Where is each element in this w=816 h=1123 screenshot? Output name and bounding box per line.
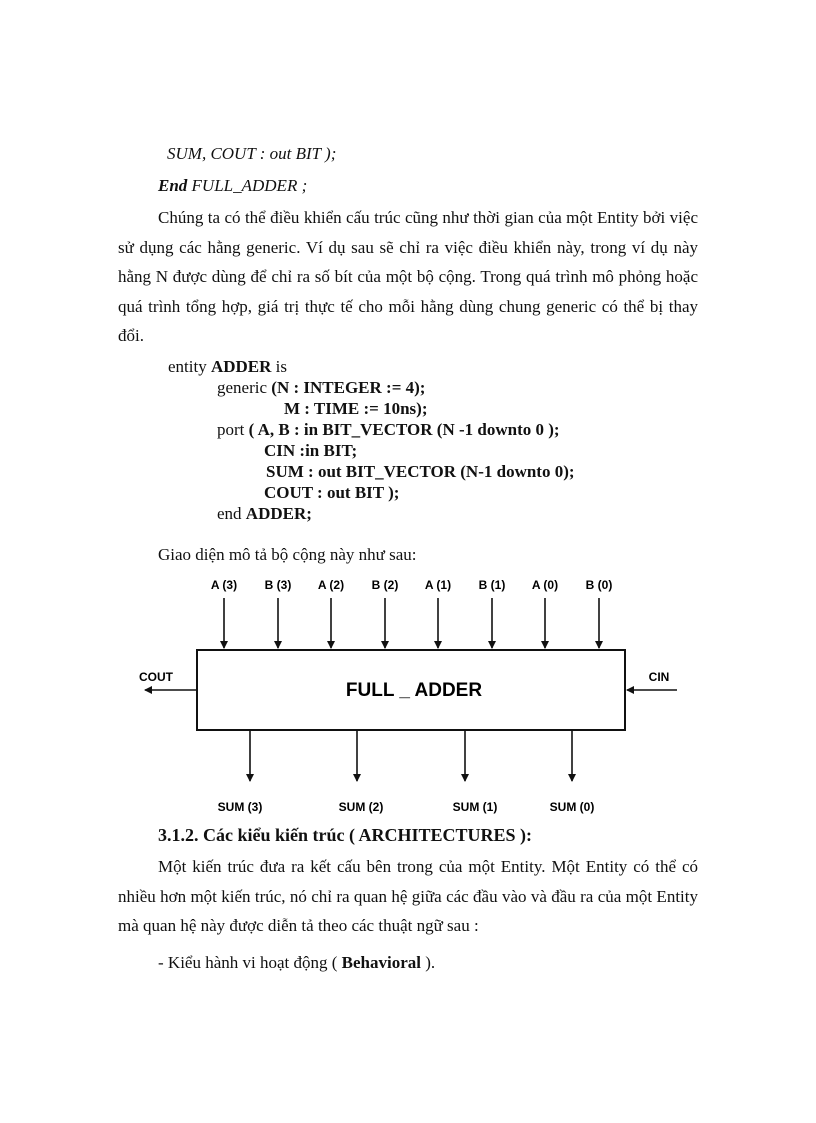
svg-text:CIN: CIN bbox=[648, 670, 670, 684]
svg-text:SUM (1): SUM (1) bbox=[452, 800, 498, 814]
input-a1 bbox=[425, 578, 451, 648]
section-heading: 3.1.2. Các kiểu kiến trúc ( ARCHITECTURES ): bbox=[158, 825, 533, 845]
full-adder-diagram bbox=[0, 570, 816, 825]
list-item-behavioral: - Kiểu hành vi hoạt động ( Behavioral ). bbox=[158, 953, 436, 972]
input-b1 bbox=[479, 578, 506, 648]
output-sum1 bbox=[453, 730, 498, 814]
code-sum-cout-line: SUM, COUT : out BIT ); bbox=[167, 144, 337, 163]
input-a2 bbox=[318, 578, 344, 648]
output-sum2 bbox=[339, 730, 384, 814]
code-end-line bbox=[158, 176, 307, 196]
svg-text:A (3): A (3) bbox=[210, 578, 238, 592]
paragraph-generic: Chúng ta có thể điều khiển cấu trúc cũng như thời gian của một Entity bởi việc sử dụng các hằng generic. Ví dụ sau sẽ chỉ ra việc điều khiển này, trong ví dụ này hằng N được dùng để chỉ ra số bít của một bộ cộng. Trong quá trình mô phỏng hoặc quá trình tổng hợp, giá trị thực tế cho mỗi hằng dùng chung generic có thể bị thay đổi. bbox=[118, 208, 698, 345]
input-cin bbox=[627, 670, 677, 690]
svg-text:B (0): B (0) bbox=[585, 578, 613, 592]
svg-text:A (2): A (2) bbox=[317, 578, 345, 592]
input-b0 bbox=[586, 578, 613, 648]
input-b2 bbox=[372, 578, 399, 648]
input-a0 bbox=[532, 578, 558, 648]
end-rest: FULL_ADDER ; bbox=[187, 176, 308, 195]
svg-text:B (1): B (1) bbox=[478, 578, 506, 592]
output-sum3 bbox=[218, 730, 263, 814]
svg-text:B (3): B (3) bbox=[264, 578, 292, 592]
output-sum0 bbox=[550, 730, 595, 814]
code-port-line: port ( A, B : in BIT_VECTOR (N -1 downto 0 ); bbox=[217, 420, 560, 439]
diagram-intro: Giao diện mô tả bộ cộng này như sau: bbox=[158, 545, 417, 564]
block-label: FULL _ ADDER bbox=[345, 680, 483, 701]
code-m-line: M : TIME := 10ns); bbox=[284, 399, 428, 418]
svg-text:SUM (0): SUM (0) bbox=[549, 800, 595, 814]
output-cout bbox=[139, 670, 197, 690]
paragraph-architecture: Một kiến trúc đưa ra kết cấu bên trong của một Entity. Một Entity có thể có nhiều hơn một kiến trúc, nó chỉ ra quan hệ giữa các đầu vào và đầu ra của một Entity mà quan hệ này được diễn tả theo các thuật ngữ sau : bbox=[118, 857, 698, 935]
code-cin-line: CIN :in BIT; bbox=[264, 441, 358, 460]
code-entity-line: entity ADDER is bbox=[168, 357, 288, 376]
svg-text:A (1): A (1) bbox=[424, 578, 452, 592]
svg-text:SUM (2): SUM (2) bbox=[338, 800, 384, 814]
svg-text:SUM (3): SUM (3) bbox=[217, 800, 263, 814]
code-sum-line: SUM : out BIT_VECTOR (N-1 downto 0); bbox=[266, 462, 575, 481]
code-end-adder-line: end ADDER; bbox=[217, 504, 312, 523]
svg-text:A (0): A (0) bbox=[531, 578, 559, 592]
svg-text:B (2): B (2) bbox=[371, 578, 399, 592]
code-cout-line: COUT : out BIT ); bbox=[264, 483, 400, 502]
input-a3 bbox=[211, 578, 237, 648]
svg-text:COUT: COUT bbox=[139, 670, 173, 684]
end-keyword: End bbox=[158, 176, 188, 195]
input-b3 bbox=[265, 578, 292, 648]
code-generic-line: generic (N : INTEGER := 4); bbox=[217, 378, 426, 397]
